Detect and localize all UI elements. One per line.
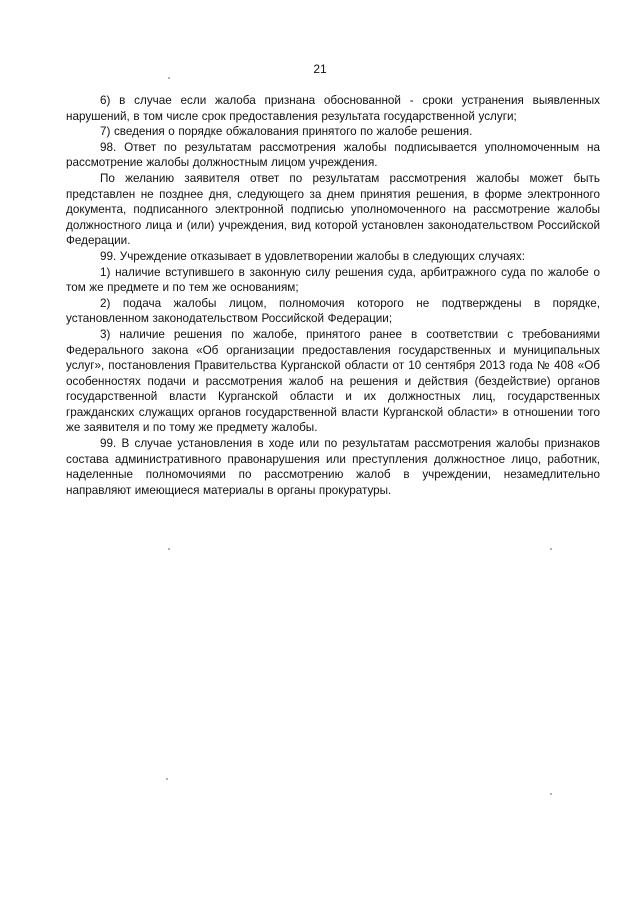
paragraph-99-refusal: 99. Учреждение отказывает в удовлетворении жалобы в следующих случаях:: [100, 249, 525, 263]
scan-speck: [166, 778, 168, 780]
page-number: 21: [313, 62, 327, 76]
scan-speck: [168, 77, 170, 79]
paragraph-item-6: 6) в случае если жалоба признана обоснованной - сроки устранения выявленных нарушений, в том числе срок предоставления результата государственной услуги;: [66, 94, 600, 123]
document-body: [66, 93, 600, 498]
paragraph-refusal-case-3: 3) наличие решения по жалобе, принятого ранее в соответствии с требованиями Федерального закона «Об организации предоставления государственных и муниципальных услуг», постановления Правительства Курганской области от 10 сентября 2013 года № 408 «Об особенностях подачи и рассмотрения жалоб на решения и действия (бездействие) органов государственной власти Курганской области и их должностных лиц, государственных гражданских служащих органов государственной власти Курганской области» в отношении того же заявителя и по тому же предмету жалобы.: [66, 327, 600, 435]
scan-speck: [168, 548, 170, 550]
scan-speck: [550, 548, 552, 550]
scan-speck: [550, 793, 552, 795]
paragraph-electronic-response: По желанию заявителя ответ по результатам рассмотрения жалобы может быть представлен не позднее дня, следующего за днем принятия решения, в форме электронного документа, подписанного электронной подписью уполномоченного на рассмотрение жалобы должностного лица и (или) учреждения, вид которой установлен законодательством Российской Федерации.: [66, 171, 600, 248]
paragraph-98: 98. Ответ по результатам рассмотрения жалобы подписывается уполномоченным на рассмотрение жалобы должностным лицом учреждения.: [66, 140, 600, 170]
paragraph-99-violation: 99. В случае установления в ходе или по результатам рассмотрения жалобы признаков состава административного правонарушения или преступления должностное лицо, работник, наделенные полномочиями по рассмотрению жалоб в учреждении, незамедлительно направляют имеющиеся материалы в органы прокуратуры.: [66, 437, 600, 497]
paragraph-refusal-case-2: 2) подача жалобы лицом, полномочия которого не подтверждены в порядке, установленном законодательством Российской Федерации;: [66, 296, 600, 326]
paragraph-item-7: 7) сведения о порядке обжалования принятого по жалобе решения.: [100, 125, 473, 139]
paragraph-refusal-case-1: 1) наличие вступившего в законную силу решения суда, арбитражного суда по жалобе о том же предмете и по тем же основаниям;: [66, 265, 600, 295]
